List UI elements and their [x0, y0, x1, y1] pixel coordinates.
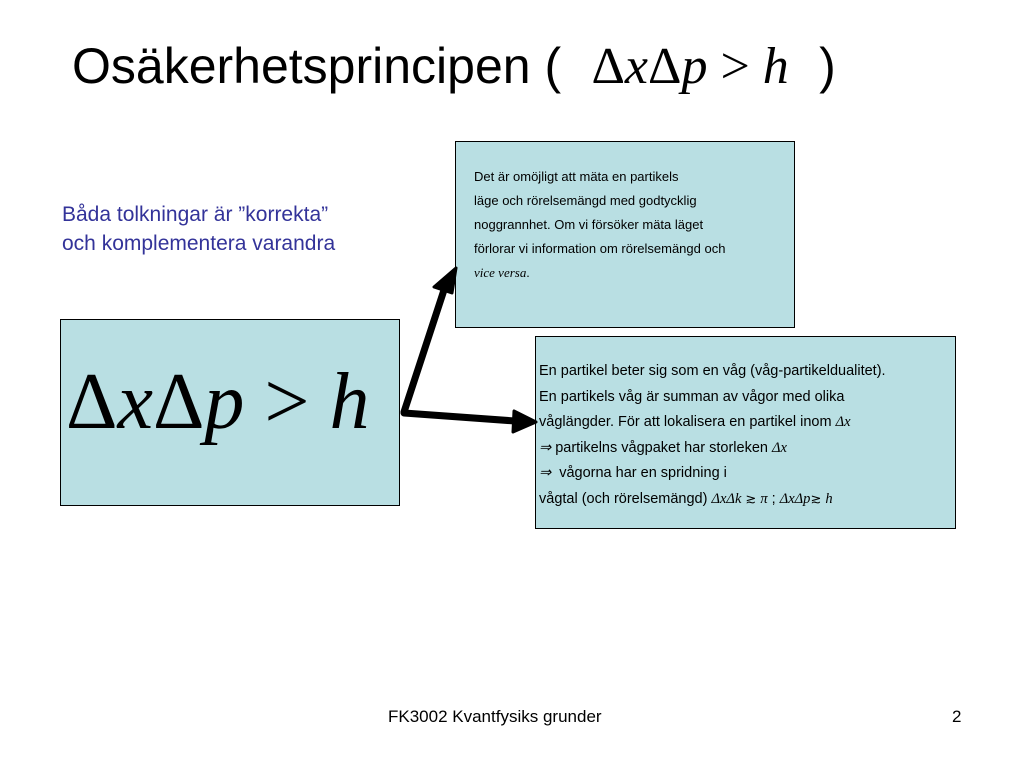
delta-symbol: Δ [152, 358, 205, 446]
footer-course: FK3002 Kvantfysiks grunder [388, 707, 602, 726]
greater-than-symbol: > [707, 38, 763, 95]
text-line: En partikels våg är summan av vågor med olika [539, 388, 845, 405]
text-segment: vågorna har en spridning i [559, 465, 727, 481]
text-line: noggrannhet. Om vi försöker mäta läget [474, 217, 704, 232]
implies-arrow-icon: ⇒ [539, 439, 552, 456]
greater-than-symbol: > [244, 358, 330, 446]
text-segment: vågtal (och rörelsemängd) [539, 490, 712, 507]
h-variable: h [825, 490, 833, 507]
text-segment: våglängder. För att lokalisera en partikel inom [539, 414, 836, 430]
approx-greater-symbol: ≳ [745, 491, 757, 507]
text-segment: partikelns vågpaket har storleken [555, 439, 773, 456]
delta-x-math: Δx [772, 439, 787, 456]
h-variable: h [329, 358, 370, 446]
text-line: En partikel beter sig som en våg (våg-partikeldualitet). [539, 363, 886, 379]
text-line: förlorar vi information om rörelsemängd och [474, 241, 726, 256]
delta-symbol: Δ [648, 38, 682, 95]
title-close-paren: ) [819, 38, 836, 94]
h-variable: h [762, 38, 789, 95]
delta-symbol: Δ [66, 358, 118, 446]
p-variable: p [681, 38, 708, 95]
implies-arrow-icon: ⇒ [539, 465, 552, 481]
separator: ; [767, 490, 780, 507]
p-variable: p [204, 358, 245, 446]
subtitle-line-2: och komplementera varandra [62, 232, 336, 255]
x-variable: x [624, 38, 648, 95]
pi-symbol: π [760, 490, 768, 507]
text-line: läge och rörelsemängd med godtycklig [474, 193, 697, 208]
period: . [526, 265, 530, 280]
page-number: 2 [952, 707, 962, 726]
x-variable: x [117, 358, 153, 446]
delta-x-delta-p-math: ΔxΔp [779, 490, 811, 507]
arrow-to-right-box [404, 411, 536, 432]
vice-versa-text: vice versa [474, 265, 527, 280]
delta-x-math: Δx [835, 414, 851, 430]
delta-symbol: Δ [591, 38, 625, 95]
title-text: Osäkerhetsprincipen ( [72, 38, 562, 94]
arrow-to-top-box [404, 268, 456, 412]
delta-x-delta-k-math: ΔxΔk [711, 490, 742, 507]
subtitle-line-1: Båda tolkningar är ”korrekta” [62, 203, 329, 226]
text-line: Det är omöjligt att mäta en partikels [474, 169, 679, 184]
approx-greater-symbol: ≳ [810, 491, 822, 507]
